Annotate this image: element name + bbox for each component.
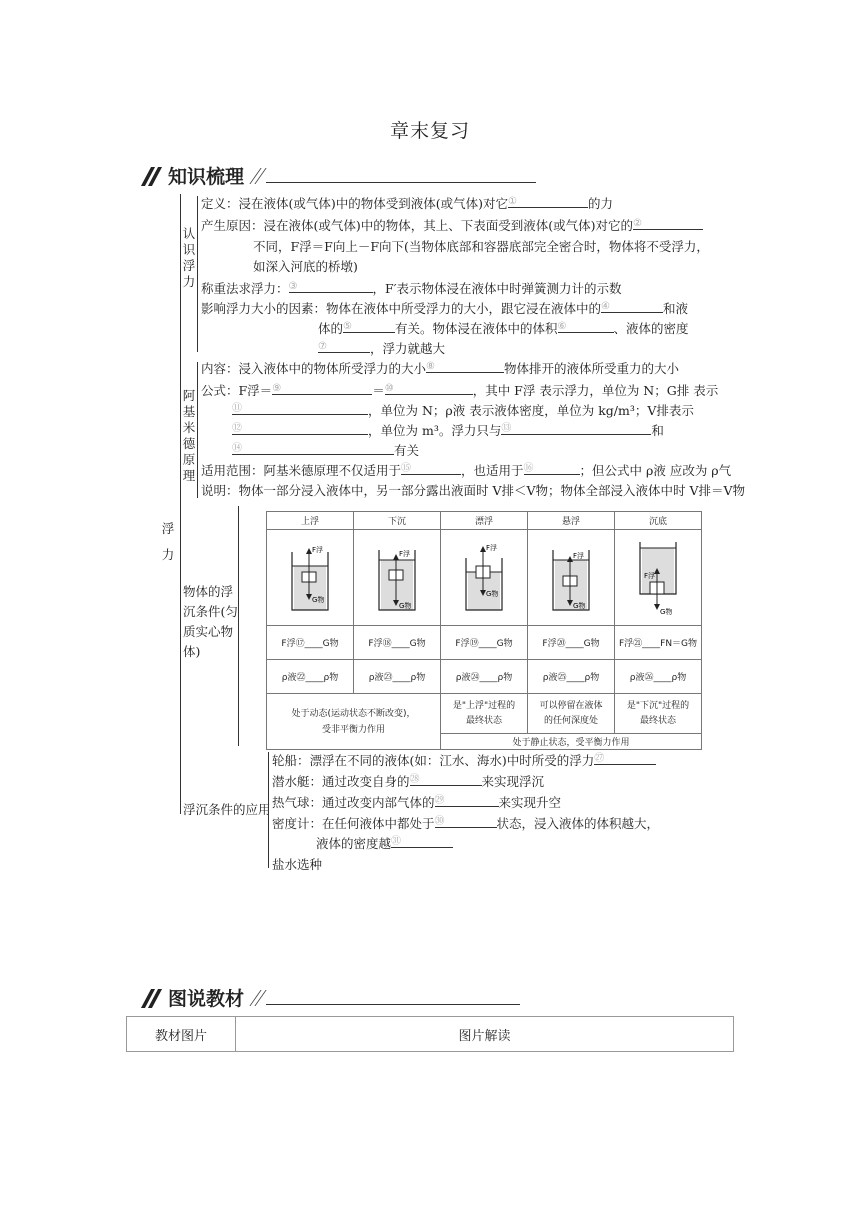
- recognize-brace: [197, 196, 198, 352]
- blank-30[interactable]: [435, 813, 497, 828]
- blank-3[interactable]: [289, 278, 373, 293]
- beaker-float-diagram: [454, 536, 514, 616]
- formula-text-mid: ，单位为 m³。浮力只与: [368, 423, 502, 438]
- textbook-table: [126, 1016, 734, 1052]
- blank-9[interactable]: [272, 380, 372, 395]
- recognize-label-text: 认 识 浮 力: [182, 226, 196, 289]
- factors-text: 影响浮力大小的因素：物体在液体中所受浮力的大小，跟它浸在液体中的: [201, 301, 602, 316]
- diagram-row: [267, 530, 702, 626]
- root-label-text: 浮 力: [161, 521, 175, 562]
- hydrometer-line-1: [272, 813, 659, 834]
- section-heading-text: 知识梳理: [168, 166, 245, 188]
- blank-12[interactable]: [232, 420, 368, 435]
- blank-5[interactable]: [343, 318, 395, 333]
- blank-num: ㉗: [594, 753, 605, 764]
- content-text-end: 物体排开的液体所受重力的大小: [504, 361, 680, 376]
- formula-text-end: 有关: [394, 443, 420, 458]
- section-heading-knowledge: [142, 162, 536, 189]
- sub-text: 潜水艇：通过改变自身的: [272, 774, 410, 789]
- state-bottom-cell: 是"下沉"过程的最终状态: [615, 694, 702, 734]
- hydro-text: 密度计：在任何液体中都处于: [272, 816, 435, 831]
- force-gravity-label: G物: [573, 602, 586, 610]
- weigh-text: 称重法求浮力：: [201, 281, 289, 296]
- blank-14[interactable]: [232, 440, 394, 455]
- factors-text-mid: 有关。物体浸在液体中的体积: [395, 321, 558, 336]
- definition-text: 定义：浸在液体(或气体)中的物体受到液体(或气体)对它: [201, 196, 509, 211]
- blank-num: ③: [288, 281, 298, 292]
- blank-11[interactable]: [232, 400, 368, 415]
- root-brace: [180, 194, 181, 814]
- heading-rule: [266, 182, 536, 183]
- recognize-label: [182, 226, 196, 290]
- conditions-label: 物体的浮沉条件(匀质实心物体): [183, 584, 238, 659]
- hydro-text-end: 状态，浸入液体的体积越大，: [496, 816, 660, 831]
- blank-num: ⑯: [523, 463, 534, 474]
- force-cell[interactable]: F浮㉑____FN＝G物: [615, 626, 702, 660]
- header-cell: 下沉: [354, 512, 441, 530]
- root-label: [160, 516, 176, 568]
- beaker-suspend-diagram: [541, 536, 601, 616]
- diagram-cell-rise: [267, 530, 354, 626]
- sub-text-end: 来实现浮沉: [481, 774, 545, 789]
- formula-line-2: [232, 400, 694, 421]
- factors-text-end: ，浮力就越大: [370, 341, 446, 356]
- force-float-label: F浮: [644, 572, 656, 580]
- scope-text: 适用范围：阿基米德原理不仅适用于: [201, 463, 402, 478]
- force-cell[interactable]: F浮⑳____G物: [528, 626, 615, 660]
- factors-text-end: 和液: [663, 301, 689, 316]
- blank-16[interactable]: [524, 460, 580, 475]
- formula-text-end: 和: [651, 423, 664, 438]
- table-header-interpretation: 图片解读: [236, 1017, 734, 1052]
- blank-num: ㉘: [409, 774, 420, 785]
- salt-line: 盐水选种: [272, 857, 323, 872]
- density-cell[interactable]: ρ液㉔____ρ物: [441, 660, 528, 694]
- formula-text-end: ，单位为 N；ρ液 表示液体密度，单位为 kg/m³；V排表示: [368, 403, 694, 418]
- blank-13[interactable]: [501, 420, 651, 435]
- header-cell: 漂浮: [441, 512, 528, 530]
- blank-num: ⑭: [232, 443, 242, 454]
- force-cell[interactable]: F浮⑲____G物: [441, 626, 528, 660]
- factors-text: 体的: [318, 321, 344, 336]
- factors-text-end: 、液体的密度: [613, 321, 689, 336]
- beaker-rise-diagram: [280, 536, 340, 616]
- table-header-row: [127, 1017, 734, 1052]
- hydrometer-line-2: [316, 833, 453, 854]
- section-mark-icon: [142, 166, 162, 186]
- blank-28[interactable]: [410, 771, 482, 786]
- diagram-cell-suspend: [528, 530, 615, 626]
- blank-num: ㉛: [391, 836, 402, 847]
- factors-line-3: [318, 338, 445, 359]
- definition-line: [201, 193, 613, 214]
- force-row: [267, 626, 702, 660]
- diagram-cell-bottom: [615, 530, 702, 626]
- archimedes-brace: [197, 362, 198, 498]
- blank-num: ⑥: [557, 321, 567, 332]
- content-text: 内容：浸入液体中的物体所受浮力的大小: [201, 361, 427, 376]
- slash-decoration-icon: [252, 988, 266, 1008]
- blank-8[interactable]: [426, 358, 504, 373]
- heading-rule: [266, 1004, 520, 1005]
- application-brace: [268, 752, 269, 868]
- blank-4[interactable]: [601, 298, 663, 313]
- blank-num: ⑩: [384, 383, 394, 394]
- blank-10[interactable]: [385, 380, 473, 395]
- formula-line-4: [232, 440, 419, 461]
- blank-num: ㉚: [434, 816, 445, 827]
- formula-text: 公式：F浮＝: [201, 383, 273, 398]
- archimedes-label: [182, 388, 196, 484]
- blank-29[interactable]: [435, 792, 499, 807]
- force-float-label: F浮: [399, 550, 411, 558]
- factors-line-1: [201, 298, 688, 319]
- state-row: [267, 694, 702, 734]
- conditions-table: [266, 511, 702, 750]
- application-label: 浮沉条件的应用: [183, 802, 271, 817]
- force-cell[interactable]: F浮⑰____G物: [267, 626, 354, 660]
- density-cell[interactable]: ρ液㉕____ρ物: [528, 660, 615, 694]
- diagram-cell-float: [441, 530, 528, 626]
- blank-num: ①: [508, 196, 517, 207]
- slash-decoration-icon: [252, 166, 266, 186]
- section-heading-textbook: [142, 984, 520, 1011]
- force-gravity-label: G物: [660, 608, 673, 616]
- blank-15[interactable]: [401, 460, 461, 475]
- force-gravity-label: G物: [312, 596, 325, 604]
- blank-num: ⑮: [401, 463, 412, 474]
- weigh-line: [201, 278, 622, 299]
- blank-2[interactable]: [633, 215, 703, 230]
- blank-num: ⑤: [343, 321, 352, 332]
- archimedes-label-text: 阿 基 米 德 原 理: [182, 388, 196, 483]
- formula-line-1: [201, 380, 718, 401]
- blank-31[interactable]: [391, 833, 453, 848]
- definition-text-end: 的力: [588, 196, 614, 211]
- hydro-text: 液体的密度越: [316, 836, 392, 851]
- blank-num: ⑪: [232, 403, 242, 414]
- weigh-text-end: ，F′表示物体浸在液体中时弹簧测力计的示数: [372, 281, 622, 296]
- section-mark-icon: [142, 988, 162, 1008]
- formula-line-3: [232, 420, 664, 441]
- balloon-text: 热气球：通过改变内部气体的: [272, 795, 435, 810]
- state-static-cell: 处于静止状态，受平衡力作用: [441, 734, 702, 750]
- scope-text-end: ；但公式中 ρ液 应改为 ρ气: [579, 463, 732, 478]
- factors-line-2: [318, 318, 689, 339]
- blank-num: ⑬: [501, 423, 512, 434]
- blank-num: ②: [633, 218, 642, 229]
- header-row: [267, 512, 702, 530]
- blank-num: ⑨: [272, 383, 282, 394]
- cause-text: 产生原因：浸在液体(或气体)中的物体，其上、下表面受到液体(或气体)对它的: [201, 218, 634, 233]
- page-title: 章末复习: [389, 120, 470, 142]
- archimedes-content-line: [201, 358, 679, 379]
- blank-num: ⑦: [318, 341, 327, 352]
- sub-line: [272, 771, 544, 792]
- force-float-label: F浮: [573, 552, 585, 560]
- diagram-cell-sink: [354, 530, 441, 626]
- header-cell: 上浮: [267, 512, 354, 530]
- blank-num: ④: [601, 301, 610, 312]
- note-line: 说明：物体一部分浸入液体中，另一部分露出液面时 V排＜V物；物体全部浸入液体中时 V排＝V物: [201, 483, 746, 498]
- state-dynamic-cell: 处于动态(运动状态不断改变)，受非平衡力作用: [267, 694, 441, 750]
- balloon-line: [272, 792, 561, 813]
- blank-num: ㉙: [434, 795, 445, 806]
- conditions-brace: [238, 506, 239, 746]
- blank-num: ⑧: [426, 361, 435, 372]
- header-cell: 悬浮: [528, 512, 615, 530]
- table-header-images: 教材图片: [127, 1017, 236, 1052]
- density-cell[interactable]: ρ液㉒____ρ物: [267, 660, 354, 694]
- force-gravity-label: G物: [399, 602, 412, 610]
- blank-1[interactable]: [508, 193, 588, 208]
- blank-27[interactable]: [594, 750, 656, 765]
- beaker-bottom-diagram: [628, 536, 688, 616]
- force-float-label: F浮: [312, 546, 324, 554]
- force-float-label: F浮: [486, 544, 498, 552]
- section-heading-text: 图说教材: [168, 988, 245, 1010]
- density-cell[interactable]: ρ液㉖____ρ物: [615, 660, 702, 694]
- formula-text-end: ，其中 F浮 表示浮力，单位为 N；G排 表示: [472, 383, 719, 398]
- state-float-cell: 是"上浮"过程的最终状态: [441, 694, 528, 734]
- cause-line-2: 不同，F浮＝F向上－F向下(当物体底部和容器底部完全密合时，物体将不受浮力，: [253, 239, 709, 254]
- density-row: [267, 660, 702, 694]
- cause-line-3: 如深入河底的桥墩): [253, 259, 358, 274]
- force-cell[interactable]: F浮⑱____G物: [354, 626, 441, 660]
- blank-num: ⑫: [232, 423, 242, 434]
- cause-line-1: [201, 215, 703, 236]
- scope-text-mid: ，也适用于: [461, 463, 524, 478]
- blank-6[interactable]: [558, 318, 614, 333]
- header-cell: 沉底: [615, 512, 702, 530]
- beaker-sink-diagram: [367, 536, 427, 616]
- density-cell[interactable]: ρ液㉓____ρ物: [354, 660, 441, 694]
- scope-line: [201, 460, 731, 481]
- blank-7[interactable]: [318, 338, 370, 353]
- state-suspend-cell: 可以停留在液体的任何深度处: [528, 694, 615, 734]
- ship-line: [272, 750, 656, 771]
- balloon-text-end: 来实现升空: [498, 795, 562, 810]
- force-gravity-label: G物: [486, 590, 499, 598]
- formula-equals: ＝: [372, 383, 385, 398]
- ship-text: 轮船：漂浮在不同的液体(如：江水、海水)中时所受的浮力: [272, 753, 595, 768]
